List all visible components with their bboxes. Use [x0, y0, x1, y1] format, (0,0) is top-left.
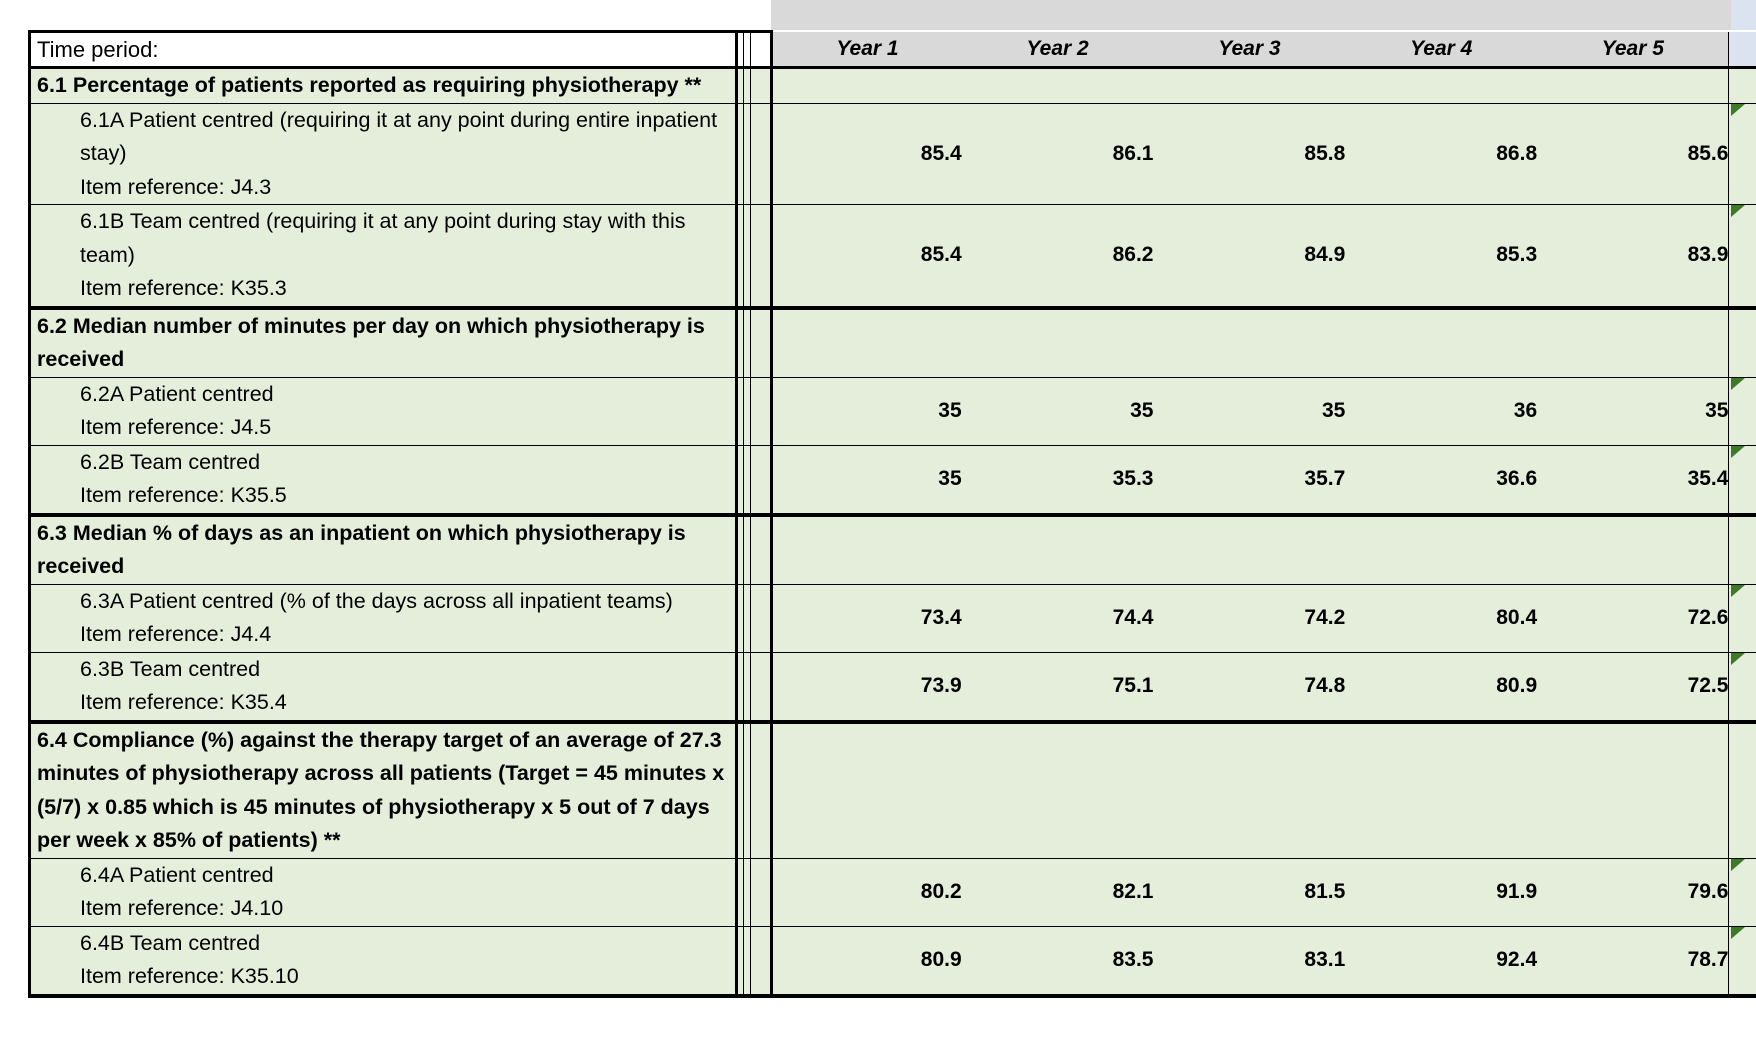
value-cell-year-2[interactable]: [962, 205, 1154, 308]
value-cell-year-2[interactable]: [962, 445, 1154, 515]
value-text: 79.6: [1687, 880, 1729, 903]
value-cell-year-3[interactable]: [1153, 445, 1345, 515]
value-text: 84.9: [1304, 243, 1346, 267]
value-text: 85.8: [1304, 141, 1346, 165]
item-row: [30, 652, 1756, 722]
value-cell-year-4[interactable]: [1345, 377, 1537, 445]
value-cell-year-2[interactable]: [962, 652, 1154, 722]
value-text: 35: [1705, 399, 1729, 422]
item-reference: Item reference: K35.10: [80, 964, 299, 988]
value-cell-year-5[interactable]: [1537, 377, 1729, 445]
value-cell-year-5[interactable]: [1537, 103, 1729, 205]
year-header-3[interactable]: Year 3: [1153, 32, 1345, 68]
value-cell-year-5[interactable]: [1537, 445, 1729, 515]
value-cell-year-3[interactable]: [1153, 377, 1345, 445]
section-title: 6.1 Percentage of patients reported as requiring physiotherapy **: [30, 68, 737, 104]
value-text: 86.8: [1496, 141, 1538, 165]
section-title: 6.2 Median number of minutes per day on which physiotherapy is received: [30, 308, 737, 378]
value-cell-year-3[interactable]: [1153, 858, 1345, 926]
comment-indicator-icon: [1731, 205, 1745, 217]
header-row: [30, 32, 1756, 68]
value-cell-year-1[interactable]: [772, 445, 962, 515]
item-label: [30, 652, 737, 722]
value-text: 74.8: [1304, 674, 1346, 697]
value-cell-year-1[interactable]: [772, 103, 962, 205]
item-label: [30, 926, 737, 996]
comment-marker-cell[interactable]: [1729, 377, 1756, 445]
value-cell-year-2[interactable]: [962, 103, 1154, 205]
header-strip: [771, 0, 1731, 30]
value-text: 74.4: [1112, 606, 1154, 629]
value-cell-year-4[interactable]: [1345, 103, 1537, 205]
item-title: 6.4B Team centred: [80, 930, 261, 955]
comment-indicator-icon: [1731, 653, 1745, 665]
comment-marker-cell[interactable]: [1729, 584, 1756, 652]
value-text: 35: [938, 399, 962, 422]
item-label: [30, 445, 737, 515]
value-cell-year-4[interactable]: [1345, 584, 1537, 652]
item-title: 6.1B Team centred (requiring it at any point during stay with this team): [80, 209, 686, 267]
comment-indicator-icon: [1731, 859, 1745, 871]
value-cell-year-4[interactable]: [1345, 445, 1537, 515]
value-text: 82.1: [1112, 880, 1154, 903]
value-text: 35.4: [1687, 467, 1729, 490]
value-cell-year-3[interactable]: [1153, 584, 1345, 652]
value-cell-year-3[interactable]: [1153, 103, 1345, 205]
value-text: 72.6: [1687, 606, 1729, 629]
item-row: [30, 103, 1756, 205]
time-period-label: Time period:: [30, 32, 737, 68]
item-row: [30, 205, 1756, 308]
section-row: [30, 515, 1756, 585]
comment-marker-cell[interactable]: [1729, 205, 1756, 308]
data-table: [28, 30, 1756, 998]
value-text: 91.9: [1496, 880, 1538, 903]
value-text: 85.3: [1496, 243, 1538, 267]
value-text: 85.6: [1687, 141, 1729, 165]
item-label: [30, 858, 737, 926]
section-values: [772, 515, 1729, 585]
value-text: 35: [1321, 399, 1346, 422]
item-row: [30, 926, 1756, 996]
value-cell-year-3[interactable]: [1153, 205, 1345, 308]
section-values: [772, 308, 1729, 378]
item-reference: Item reference: K35.3: [80, 276, 287, 300]
value-text: 86.1: [1112, 141, 1154, 165]
value-cell-year-2[interactable]: [962, 926, 1154, 996]
value-cell-year-3[interactable]: [1153, 926, 1345, 996]
value-cell-year-1[interactable]: [772, 652, 962, 722]
section-values: [772, 68, 1729, 104]
item-title: 6.3B Team centred: [80, 656, 261, 681]
value-text: 35: [1130, 399, 1154, 422]
item-title: 6.3A Patient centred (% of the days across all inpatient teams): [80, 588, 673, 613]
value-text: 36.6: [1496, 467, 1538, 490]
item-reference: Item reference: J4.3: [80, 174, 272, 199]
year-header-5[interactable]: Year 5: [1537, 32, 1729, 68]
comment-marker-cell[interactable]: [1729, 858, 1756, 926]
year-header-2[interactable]: Year 2: [962, 32, 1154, 68]
item-reference: Item reference: K35.4: [80, 690, 287, 714]
value-text: 72.5: [1687, 674, 1729, 697]
section-values: [772, 722, 1729, 859]
item-row: [30, 584, 1756, 652]
value-cell-year-4[interactable]: [1345, 205, 1537, 308]
value-text: 73.4: [920, 606, 962, 629]
value-cell-year-1[interactable]: [772, 926, 962, 996]
value-text: 83.9: [1687, 243, 1729, 267]
value-text: 35.7: [1304, 467, 1346, 490]
item-title: 6.1A Patient centred (requiring it at any point during entire inpatient stay): [80, 107, 718, 165]
value-cell-year-4[interactable]: [1345, 858, 1537, 926]
section-row: [30, 68, 1756, 104]
item-row: [30, 445, 1756, 515]
item-reference: Item reference: J4.4: [80, 622, 272, 646]
value-cell-year-2[interactable]: [962, 858, 1154, 926]
value-cell-year-1[interactable]: [772, 584, 962, 652]
comment-indicator-icon: [1731, 446, 1745, 458]
item-reference: Item reference: J4.10: [80, 896, 284, 920]
item-reference: Item reference: J4.5: [80, 415, 272, 439]
value-text: 73.9: [920, 674, 962, 697]
item-label: [30, 377, 737, 445]
header-strip-edge: [1731, 0, 1756, 30]
item-row: [30, 858, 1756, 926]
item-label: [30, 584, 737, 652]
value-cell-year-2[interactable]: [962, 377, 1154, 445]
value-text: 74.2: [1304, 606, 1346, 629]
value-cell-year-3[interactable]: [1153, 652, 1345, 722]
year-header-4[interactable]: Year 4: [1345, 32, 1537, 68]
value-cell-year-5[interactable]: [1537, 584, 1729, 652]
comment-marker-cell[interactable]: [1729, 103, 1756, 205]
value-cell-year-5[interactable]: [1537, 652, 1729, 722]
value-text: 36: [1513, 399, 1538, 422]
value-cell-year-1[interactable]: [772, 205, 962, 308]
value-cell-year-1[interactable]: [772, 858, 962, 926]
comment-indicator-icon: [1731, 378, 1745, 390]
value-text: 83.1: [1304, 948, 1346, 971]
value-cell-year-1[interactable]: [772, 377, 962, 445]
value-cell-year-4[interactable]: [1345, 926, 1537, 996]
value-text: 86.2: [1112, 243, 1154, 267]
comment-indicator-icon: [1731, 585, 1745, 597]
value-text: 80.2: [920, 880, 962, 903]
item-label: [30, 205, 737, 308]
section-title: 6.3 Median % of days as an inpatient on which physiotherapy is received: [30, 515, 737, 585]
comment-indicator-icon: [1731, 927, 1745, 939]
value-cell-year-4[interactable]: [1345, 652, 1537, 722]
value-text: 35: [938, 467, 962, 490]
comment-marker-cell[interactable]: [1729, 926, 1756, 996]
comment-marker-cell[interactable]: [1729, 445, 1756, 515]
item-reference: Item reference: K35.5: [80, 483, 287, 507]
value-text: 85.4: [920, 243, 962, 267]
item-title: 6.2A Patient centred: [80, 381, 274, 406]
value-text: 75.1: [1112, 674, 1154, 697]
value-text: 80.9: [920, 948, 962, 971]
value-cell-year-5[interactable]: [1537, 926, 1729, 996]
value-text: 83.5: [1112, 948, 1154, 971]
value-cell-year-5[interactable]: [1537, 858, 1729, 926]
section-row: [30, 722, 1756, 859]
value-text: 35.3: [1112, 467, 1154, 490]
section-row: [30, 308, 1756, 378]
year-header-1[interactable]: Year 1: [772, 32, 962, 68]
item-title: 6.4A Patient centred: [80, 862, 274, 887]
section-title: 6.4 Compliance (%) against the therapy target of an average of 27.3 minutes of physiotherapy across all patients (Target = 45 minutes x (5/7) x 0.85 which is 45 minutes of physiotherapy x 5 out of 7 days per week x 85% of patients) **: [30, 722, 737, 859]
value-text: 80.4: [1496, 606, 1538, 629]
value-text: 80.9: [1496, 674, 1538, 697]
value-cell-year-5[interactable]: [1537, 205, 1729, 308]
comment-indicator-icon: [1731, 104, 1745, 116]
item-row: [30, 377, 1756, 445]
value-text: 78.7: [1687, 948, 1729, 971]
item-label: [30, 103, 737, 205]
value-text: 81.5: [1304, 880, 1346, 903]
value-text: 85.4: [920, 141, 962, 165]
item-title: 6.2B Team centred: [80, 449, 261, 474]
comment-marker-cell[interactable]: [1729, 652, 1756, 722]
value-cell-year-2[interactable]: [962, 584, 1154, 652]
value-text: 92.4: [1496, 948, 1538, 971]
